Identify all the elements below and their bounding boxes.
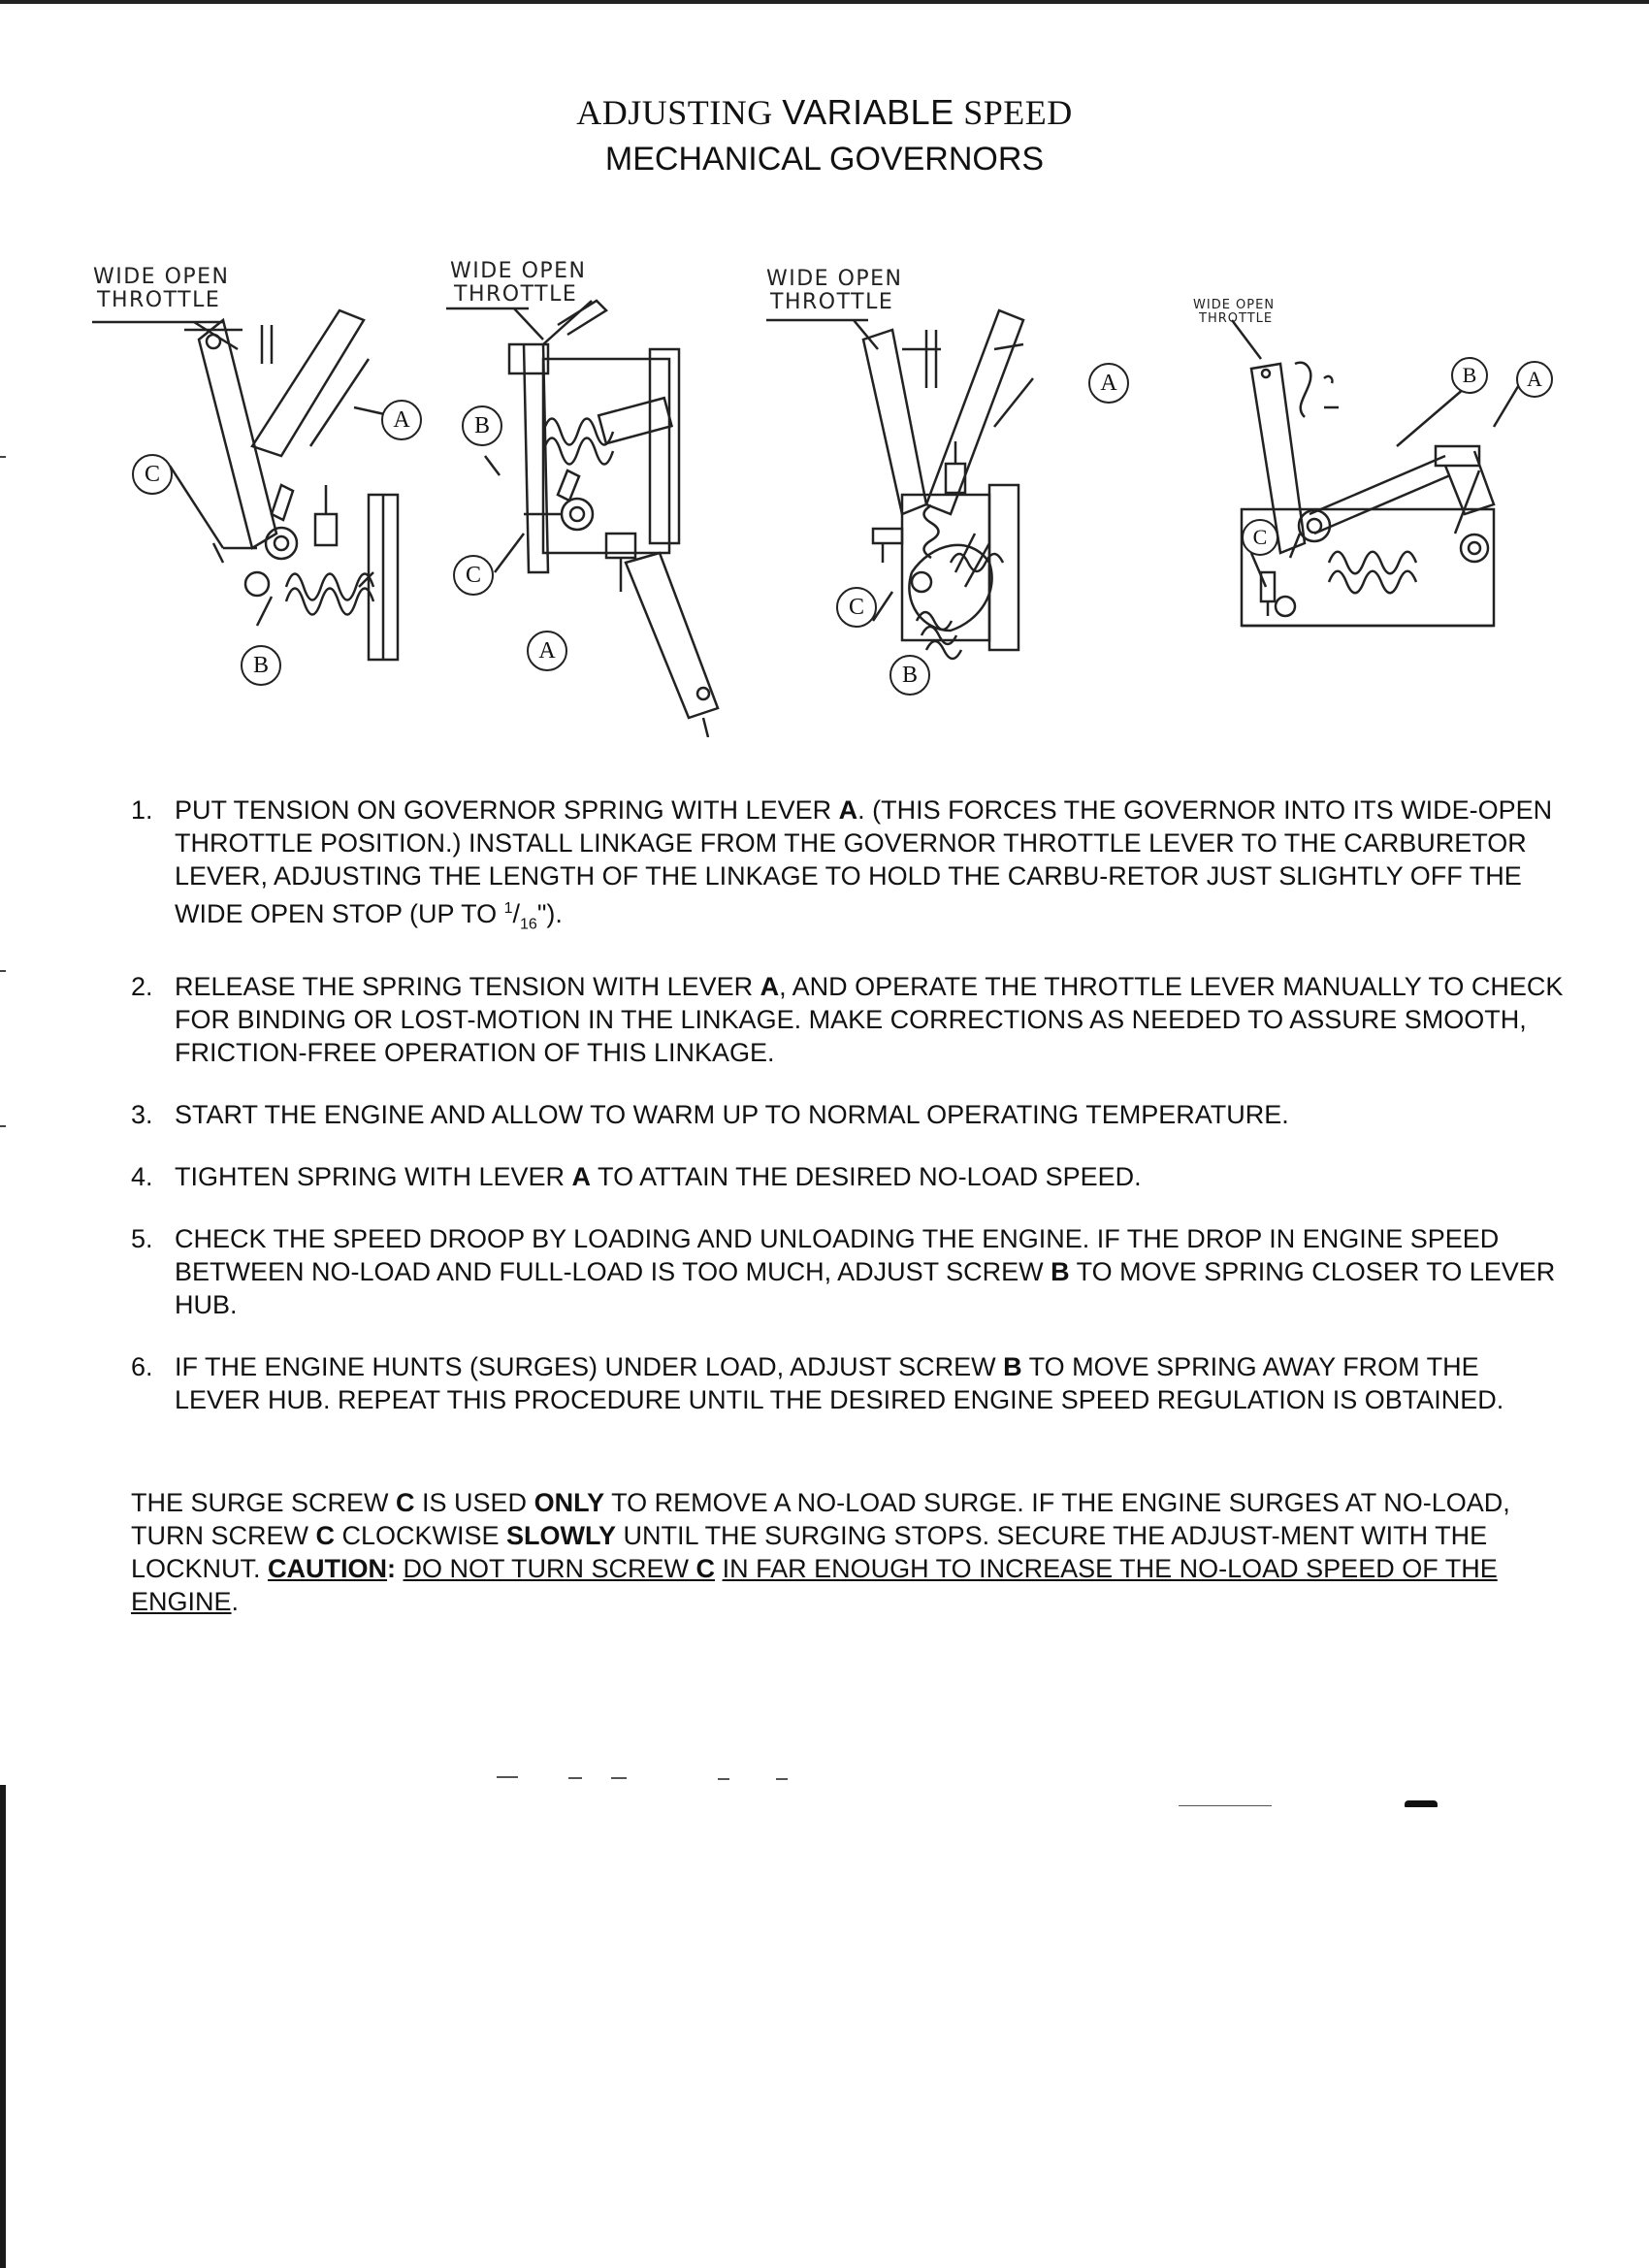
- step-number: 2.: [131, 972, 153, 1002]
- scan-artifact: [497, 1776, 518, 1778]
- step-text: PUT TENSION ON GOVERNOR SPRING WITH LEVER A. (THIS FORCES THE GOVERNOR INTO ITS WIDE-OPEN THROTTLE POSITION.) INSTALL LINKAGE FROM THE GOVERNOR THROTTLE LEVER TO THE CARBURETOR LEVER, ADJUSTING THE LENGTH OF THE LINKAGE TO HOLD THE CARBU-RETOR JUST SLIGHTLY OFF THE WIDE OPEN STOP (UP TO $^1/_{16}$").: [175, 795, 1553, 933]
- step-text: TIGHTEN SPRING WITH LEVER A TO ATTAIN THE DESIRED NO-LOAD SPEED.: [175, 1162, 1142, 1192]
- wot-label: WIDE OPEN THROTTLE: [1193, 298, 1276, 326]
- step-number: 6.: [131, 1352, 153, 1382]
- scan-margin-tick: [0, 970, 6, 972]
- callout-screw-c: C: [453, 555, 494, 596]
- scan-artifact: [568, 1777, 582, 1779]
- procedure-step: [131, 1098, 1567, 1131]
- callout-screw-c: C: [836, 587, 877, 628]
- governor-diagrams: [78, 252, 1591, 737]
- governor-diagram-1: [78, 252, 427, 737]
- callout-lever-a: A: [381, 400, 422, 440]
- step-number: 3.: [131, 1100, 153, 1130]
- scan-margin-tick: [0, 456, 6, 458]
- title-word-variable: VARIABLE: [782, 92, 954, 132]
- scan-artifact: [1405, 1800, 1438, 1807]
- page-title: [0, 91, 1649, 180]
- governor-linkage-drawing-2: [427, 252, 757, 737]
- governor-diagram-4: [1145, 252, 1591, 737]
- title-line-2: MECHANICAL GOVERNORS: [604, 141, 1045, 178]
- title-line-1: [0, 91, 1649, 134]
- callout-screw-b: B: [462, 405, 502, 446]
- title-word-speed: SPEED: [954, 93, 1073, 132]
- callout-screw-c: C: [1242, 519, 1278, 556]
- governor-linkage-drawing-4: [1145, 252, 1591, 737]
- governor-diagram-2: [427, 252, 757, 737]
- procedure-step: [131, 794, 1567, 941]
- step-text: CHECK THE SPEED DROOP BY LOADING AND UNLOADING THE ENGINE. IF THE DROP IN ENGINE SPEED BETWEEN NO-LOAD AND FULL-LOAD IS TOO MUCH, ADJUST SCREW B TO MOVE SPRING CLOSER TO LEVER HUB.: [175, 1224, 1556, 1320]
- governor-linkage-drawing-3: [757, 252, 1145, 737]
- scan-artifact: [776, 1778, 788, 1780]
- procedure-step: [131, 1350, 1567, 1416]
- scan-artifact: [718, 1778, 729, 1780]
- step-number: 5.: [131, 1224, 153, 1254]
- callout-screw-b: B: [241, 645, 281, 686]
- callout-screw-c: C: [132, 454, 173, 495]
- wot-label: WIDE OPEN THROTTLE: [766, 267, 903, 314]
- scan-artifact: [611, 1777, 627, 1779]
- wot-label: WIDE OPEN THROTTLE: [93, 265, 230, 312]
- step-text: IF THE ENGINE HUNTS (SURGES) UNDER LOAD, ADJUST SCREW B TO MOVE SPRING AWAY FROM THE LEVER HUB. REPEAT THIS PROCEDURE UNTIL THE DESIRED ENGINE SPEED REGULATION IS OBTAINED.: [175, 1352, 1504, 1415]
- surge-screw-note: THE SURGE SCREW C IS USED ONLY TO REMOVE A NO-LOAD SURGE. IF THE ENGINE SURGES AT NO-LOAD, TURN SCREW C CLOCKWISE SLOWLY UNTIL THE SURGING STOPS. SECURE THE ADJUST-MENT WITH THE LOCKNUT. CAUTION: DO NOT TURN SCREW C IN FAR ENOUGH TO INCREASE THE NO-LOAD SPEED OF THE ENGINE.: [131, 1488, 1510, 1616]
- step-number: 1.: [131, 795, 153, 825]
- callout-lever-a: A: [527, 631, 567, 671]
- callout-lever-a: A: [1516, 361, 1553, 398]
- step-number: 4.: [131, 1162, 153, 1192]
- scan-left-edge: [0, 1785, 6, 2268]
- scan-artifact: [1179, 1805, 1272, 1806]
- wot-label: WIDE OPEN THROTTLE: [450, 259, 587, 307]
- caution-text: IN FAR ENOUGH TO INCREASE THE NO-LOAD SPEED OF THE ENGINE: [131, 1554, 1498, 1616]
- caution-label: CAUTION: [268, 1554, 388, 1583]
- procedure-step: [131, 1222, 1567, 1321]
- title-word-adjusting: ADJUSTING: [576, 93, 783, 132]
- procedure-step: [131, 970, 1567, 1069]
- step-text: START THE ENGINE AND ALLOW TO WARM UP TO NORMAL OPERATING TEMPERATURE.: [175, 1100, 1289, 1130]
- scan-margin-tick: [0, 1125, 6, 1127]
- scan-top-edge: [0, 0, 1649, 4]
- procedure-step: [131, 1160, 1567, 1193]
- callout-lever-a: A: [1088, 363, 1129, 404]
- step-text: RELEASE THE SPRING TENSION WITH LEVER A, AND OPERATE THE THROTTLE LEVER MANUALLY TO CHECK FOR BINDING OR LOST-MOTION IN THE LINKAGE. MAKE CORRECTIONS AS NEEDED TO ASSURE SMOOTH, FRICTION-FREE OPERATION OF THIS LINKAGE.: [175, 972, 1564, 1068]
- governor-diagram-3: [757, 252, 1145, 737]
- callout-screw-b: B: [1451, 357, 1488, 394]
- procedure-steps: [131, 794, 1567, 1445]
- caution-text: DO NOT TURN SCREW: [403, 1554, 690, 1583]
- callout-screw-b: B: [889, 655, 930, 696]
